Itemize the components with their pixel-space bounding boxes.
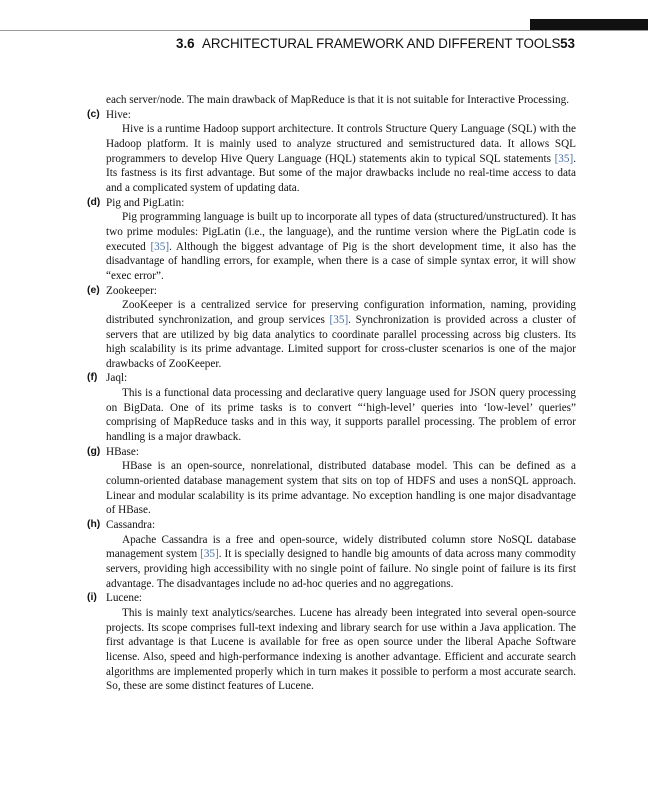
- item-text: Pig programming language is built up to incorporate all types of data (structured/unstructured). It has two prime modules: PigLatin (i.e., the language), and the runtime version where the PigLatin code is executed [35]. Although the biggest advantage of Pig is the short development time, it also has the disadvantage of handling errors, for example, when there is a case of simple syntax error, it will show “exec error”.: [106, 211, 576, 282]
- item-jaql: [87, 371, 576, 444]
- citation-link[interactable]: [35]: [554, 152, 574, 165]
- item-label: (c): [87, 108, 100, 120]
- item-title: Zookeeper:: [106, 284, 157, 297]
- citation-link[interactable]: [35]: [150, 240, 170, 253]
- citation-link[interactable]: [35]: [329, 313, 349, 326]
- item-label: (g): [87, 445, 101, 457]
- item-text: This is mainly text analytics/searches. Lucene has already been integrated into several open-source projects. Its scope comprises full-text indexing and library search for use within a Java application. The first advantage is that Lucene is available for free as open source under the liberal Apache Software license. Also, speed and high-performance indexing is another advantage. Efficient and accurate search algorithms are implemented properly which in turn makes it possible to perform a most accurate search. So, these are some distinct features of Lucene.: [106, 606, 576, 693]
- item-label: (h): [87, 519, 101, 531]
- section-title: ARCHITECTURAL FRAMEWORK AND DIFFERENT TOOLS: [202, 36, 561, 51]
- item-zookeeper: [87, 284, 576, 372]
- item-pig: [87, 196, 576, 284]
- item-hive: [87, 108, 576, 196]
- item-lucene: [87, 591, 576, 694]
- item-title: Lucene:: [106, 592, 143, 605]
- header-bar: [530, 19, 648, 30]
- item-text: HBase is an open-source, nonrelational, distributed database model. This can be defined as a column-oriented database management system that sits on top of HDFS and uses a nonSQL approach. Linear and modular scalability is its prime advantage. No exception handling is one major disadvantage of HBase.: [106, 460, 576, 517]
- item-text: Hive is a runtime Hadoop support architecture. It controls Structure Query Language (SQL) with the Hadoop platform. It is mainly used to analyze structured and semistructured data. It allows SQL programmers to develop Hive Query Language (HQL) statements akin to typical SQL statements [35]. Its fastness is its first advantage. But some of the major drawbacks include no real-time access to data and a complicated system of updating data.: [106, 123, 576, 194]
- item-label: (e): [87, 284, 100, 296]
- running-head: [150, 36, 575, 54]
- header-rule: [0, 30, 648, 31]
- item-title: Hive:: [106, 108, 131, 121]
- item-label: (i): [87, 592, 97, 604]
- item-title: Pig and PigLatin:: [106, 196, 185, 209]
- item-text: Apache Cassandra is a free and open-source, widely distributed column store NoSQL database management system [35]. It is specially designed to handle big amounts of data across many commodity servers, providing high accessibility with no single point of failure. No single point of failure is its first advantage. The disadvantages include no ad-hoc queries and no aggregations.: [106, 533, 576, 590]
- page-body: [87, 93, 576, 694]
- page-number: 53: [560, 36, 575, 51]
- intro-paragraph: each server/node. The main drawback of MapReduce is that it is not suitable for Interactive Processing.: [106, 94, 569, 106]
- item-cassandra: [87, 518, 576, 591]
- item-title: Jaql:: [106, 372, 128, 385]
- citation-link[interactable]: [35]: [200, 548, 219, 561]
- item-title: Cassandra:: [106, 519, 156, 532]
- item-text: This is a functional data processing and declarative query language used for JSON query processing on BigData. One of its prime tasks is to convert “‘high-level’ queries into ‘low-level’ queries” comprising of MapReduce tasks and in this way, it supports parallel processing. The problem of error handling is a major drawback.: [106, 387, 576, 444]
- item-hbase: [87, 445, 576, 518]
- item-label: (f): [87, 372, 98, 384]
- item-text: ZooKeeper is a centralized service for preserving configuration information, naming, providing distributed synchronization, and group services [35]. Synchronization is provided across a cluster of servers that are utilized by big data analytics to coordinate parallel processing across big clusters. Its high scalability is its prime advantage. Limited support for cross-cluster scenarios is one of the major drawbacks of ZooKeeper.: [106, 299, 576, 370]
- item-title: HBase:: [106, 445, 139, 458]
- item-label: (d): [87, 196, 101, 208]
- section-number: 3.6: [176, 36, 195, 51]
